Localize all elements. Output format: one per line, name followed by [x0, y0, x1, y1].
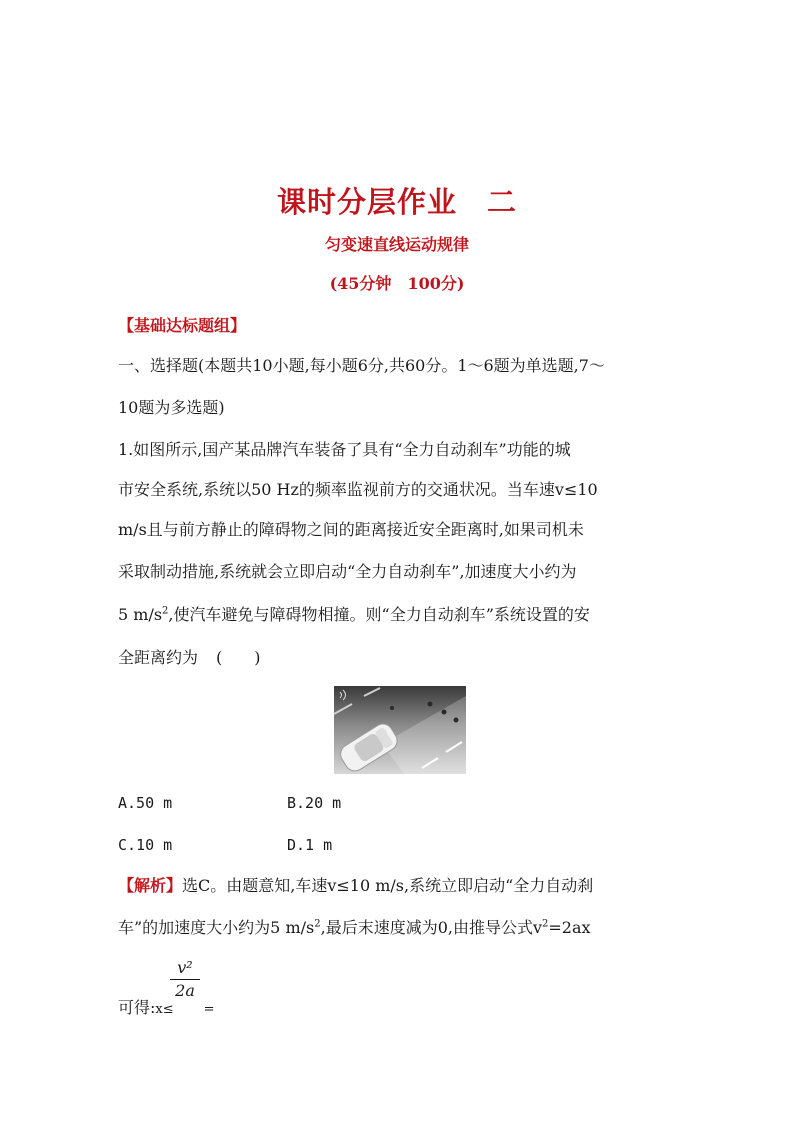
question-1-line-2: 市安全系统,系统以50 Hz的频率监视前方的交通状况。当车速v≤10 [118, 480, 598, 499]
analysis-line2-mid: ,最后末速度减为0,由推导公式v [320, 918, 543, 937]
analysis-line-2 [118, 918, 684, 938]
option-d: D.1 m [287, 836, 333, 854]
q1-line5-pre: 5 m/s [118, 605, 163, 624]
formula-pre: 可得: [118, 998, 156, 1017]
question-1-line-1: 1.如图所示,国产某品牌汽车装备了具有“全力自动刹车”功能的城 [118, 440, 571, 459]
q1-line5-post: ,使汽车避免与障碍物相撞。则“全力自动刹车”系统设置的安 [168, 605, 590, 624]
pedestrian-icon [390, 706, 394, 710]
answer-blank: ( ) [216, 648, 261, 667]
formula-var: x≤ [155, 1002, 174, 1017]
q1-line5-sup: 2 [162, 605, 169, 617]
section-header: 【基础达标题组】 [118, 316, 247, 335]
question-1-line-5 [118, 605, 684, 625]
formula-post: = [203, 1002, 215, 1017]
fraction-numerator: v² [177, 958, 193, 977]
question-1-line-3: m/s且与前方静止的障碍物之间的距离接近安全距离时,如果司机未 [118, 520, 584, 539]
lane-dash [334, 704, 352, 714]
formula-text [118, 995, 215, 1018]
fraction-denominator: 2a [175, 981, 195, 1000]
fraction-bar [170, 979, 200, 980]
analysis-line2-pre: 车”的加速度大小约为5 m/s [118, 918, 315, 937]
car-icon [337, 720, 401, 774]
car-radar-illustration-svg [334, 686, 466, 774]
analysis-line1-text: 选C。由题意知,车速v≤10 m/s,系统立即启动“全力自动刹 [182, 876, 594, 895]
pedestrian-icon [428, 702, 433, 707]
instructions-line-2: 10题为多选题) [118, 398, 225, 417]
page-title: 课时分层作业 二 [276, 185, 517, 219]
lane-dash [364, 688, 380, 696]
car-radar-illustration [334, 686, 466, 774]
option-b: B.20 m [287, 794, 342, 812]
instructions-line-1: 一、选择题(本题共10小题,每小题6分,共60分。1～6题为单选题,7～ [118, 356, 605, 375]
page-subtitle: 匀变速直线运动规律 [324, 235, 469, 254]
analysis-line-1 [118, 876, 684, 896]
time-score-info: (45分钟 100分) [329, 274, 465, 293]
option-c: C.10 m [118, 836, 173, 854]
question-1-line-6 [118, 648, 684, 668]
analysis-line2-post: =2ax [548, 918, 591, 937]
question-1-line-4: 采取制动措施,系统就会立即启动“全力自动刹车”,加速度大小约为 [118, 562, 577, 581]
pedestrian-icon [442, 710, 447, 715]
q1-line6-text: 全距离约为 [118, 648, 199, 667]
signal-icon [340, 690, 346, 700]
analysis-line2-sup: 2 [314, 918, 321, 930]
analysis-line2-sup2: 2 [542, 918, 549, 930]
option-a: A.50 m [118, 794, 173, 812]
analysis-tag: 【解析】 [118, 876, 183, 895]
pedestrian-icon [454, 718, 459, 723]
